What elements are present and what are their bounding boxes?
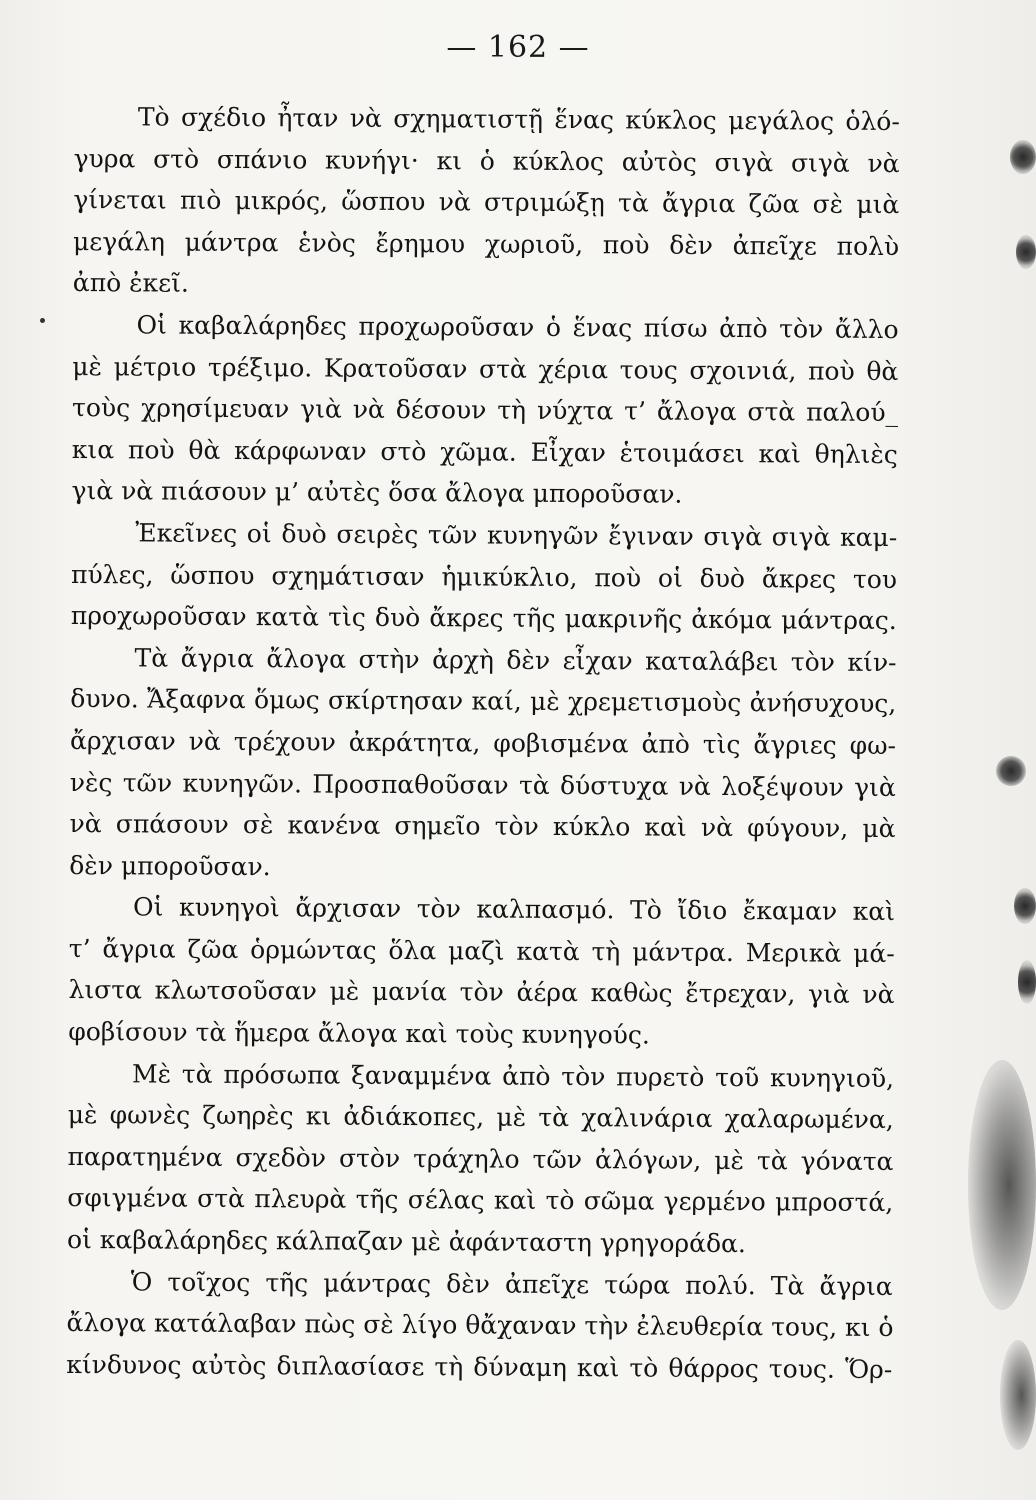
text-line: ἄλογα κατάλαβαν πὼς σὲ λίγο θἄχαναν τὴν ἐλευθερία τους, κι ὁ: [66, 1308, 894, 1343]
text-line: οἱ καβαλάρηδες κάλπαζαν μὲ ἀφάνταστη γρηγοράδα.: [66, 1225, 747, 1259]
text-line: γιὰ νὰ πιάσουν μ’ αὐτὲς ὅσα ἄλογα μποροῦσαν.: [71, 476, 683, 510]
text-line: λιστα κλωτσοῦσαν μὲ μανία τὸν ἀέρα καθὼς ἔτρεχαν, γιὰ νὰ: [68, 975, 895, 1010]
binding-hole: [996, 756, 1026, 786]
ink-stain: [968, 1060, 1036, 1310]
binding-hole: [1010, 140, 1036, 174]
binding-hole: [1016, 235, 1036, 269]
text-line: παρατημένα σχεδὸν στὸν τράχηλο τῶν ἀλόγων, μὲ τὰ γόνατα: [67, 1141, 894, 1176]
text-line: προχωροῦσαν κατὰ τὶς δυὸ ἄκρες τῆς μακρινῆς ἀκόμα μάντρας.: [70, 601, 897, 636]
text-line: Τὸ σχέδιο ἦταν νὰ σχηματιστῇ ἕνας κύκλος μεγάλος ὁλό-: [137, 102, 900, 137]
text-line: γυρα στὸ σπάνιο κυνήγι· κι ὁ κύκλος αὐτὸς σιγὰ σιγὰ νὰ: [73, 143, 900, 178]
binding-hole: [1014, 888, 1036, 924]
binding-hole: [1018, 960, 1036, 1004]
text-line: ἄρχισαν νὰ τρέχουν ἀκράτητα, φοβισμένα ἀπὸ τὶς ἄγριες φω-: [69, 725, 897, 760]
text-line: σφιγμένα στὰ πλευρὰ τῆς σέλας καὶ τὸ σῶμα γερμένο μπροστά,: [67, 1183, 894, 1218]
ink-stain: [1000, 1340, 1036, 1450]
body-text: [66, 96, 900, 1390]
text-line: φοβίσουν τὰ ἥμερα ἄλογα καὶ τοὺς κυνηγούς.: [68, 1017, 650, 1050]
text-line: τοὺς χρησίμευαν γιὰ νὰ δέσουν τὴ νύχτα τ’ ἄλογα στὰ παλού_: [72, 393, 899, 428]
text-line: τ’ ἄγρια ζῶα ὁρμώντας ὅλα μαζὶ κατὰ τὴ μάντρα. Μερικὰ μά-: [68, 933, 895, 968]
text-line: κια ποὺ θὰ κάρφωναν στὸ χῶμα. Εἶχαν ἑτοιμάσει καὶ θηλιὲς: [71, 434, 898, 469]
text-line: μεγάλη μάντρα ἑνὸς ἔρημου χωριοῦ, ποὺ δὲν ἀπεῖχε πολὺ: [73, 226, 900, 261]
text-line: κίνδυνος αὐτὸς διπλασίασε τὴ δύναμη καὶ τὸ θάρρος τους. Ὅρ-: [66, 1349, 893, 1384]
text-line: δυνο. Ἄξαφνα ὅμως σκίρτησαν καί, μὲ χρεμετισμοὺς ἀνήσυχους,: [70, 684, 897, 719]
text-line: Ὁ τοῖχος τῆς μάντρας δὲν ἀπεῖχε τώρα πολύ. Τὰ ἄγρια: [130, 1266, 893, 1301]
text-line: δὲν μποροῦσαν.: [69, 850, 271, 881]
speck: [40, 318, 45, 323]
text-line: νὰ σπάσουν σὲ κανένα σημεῖο τὸν κύκλο καὶ νὰ φύγουν, μὰ: [69, 809, 896, 844]
text-line: Οἱ καβαλάρηδες προχωροῦσαν ὁ ἕνας πίσω ἀπὸ τὸν ἄλλο: [136, 310, 899, 345]
text-line: Οἱ κυνηγοὶ ἄρχισαν τὸν καλπασμό. Τὸ ἴδιο ἔκαμαν καὶ: [132, 892, 896, 927]
text-line: μὲ φωνὲς ζωηρὲς κι ἀδιάκοπες, μὲ τὰ χαλινάρια χαλαρωμένα,: [67, 1100, 894, 1135]
text-line: Ἐκεῖνες οἱ δυὸ σειρὲς τῶν κυνηγῶν ἔγιναν σιγὰ σιγὰ καμ-: [135, 518, 898, 552]
page-number: — 162 —: [446, 30, 590, 65]
text-line: πύλες, ὥσπου σχημάτισαν ἡμικύκλιο, ποὺ οἱ δυὸ ἄκρες του: [70, 559, 898, 594]
text-line: Μὲ τὰ πρόσωπα ξαναμμένα ἀπὸ τὸν πυρετὸ τοῦ κυνηγιοῦ,: [131, 1059, 895, 1093]
text-line: ἀπὸ ἐκεῖ.: [72, 268, 190, 299]
text-line: μὲ μέτριο τρέξιμο. Κρατοῦσαν στὰ χέρια τους σχοινιά, ποὺ θὰ: [72, 351, 899, 386]
text-line: νὲς τῶν κυνηγῶν. Προσπαθοῦσαν τὰ δύστυχα νὰ λοξέψουν γιὰ: [69, 767, 896, 802]
text-line: γίνεται πιὸ μικρός, ὥσπου νὰ στριμώξῃ τὰ ἄγρια ζῶα σὲ μιὰ: [73, 185, 900, 220]
text-line: Τὰ ἄγρια ἄλογα στὴν ἀρχὴ δὲν εἶχαν καταλάβει τὸν κίν-: [134, 643, 897, 677]
